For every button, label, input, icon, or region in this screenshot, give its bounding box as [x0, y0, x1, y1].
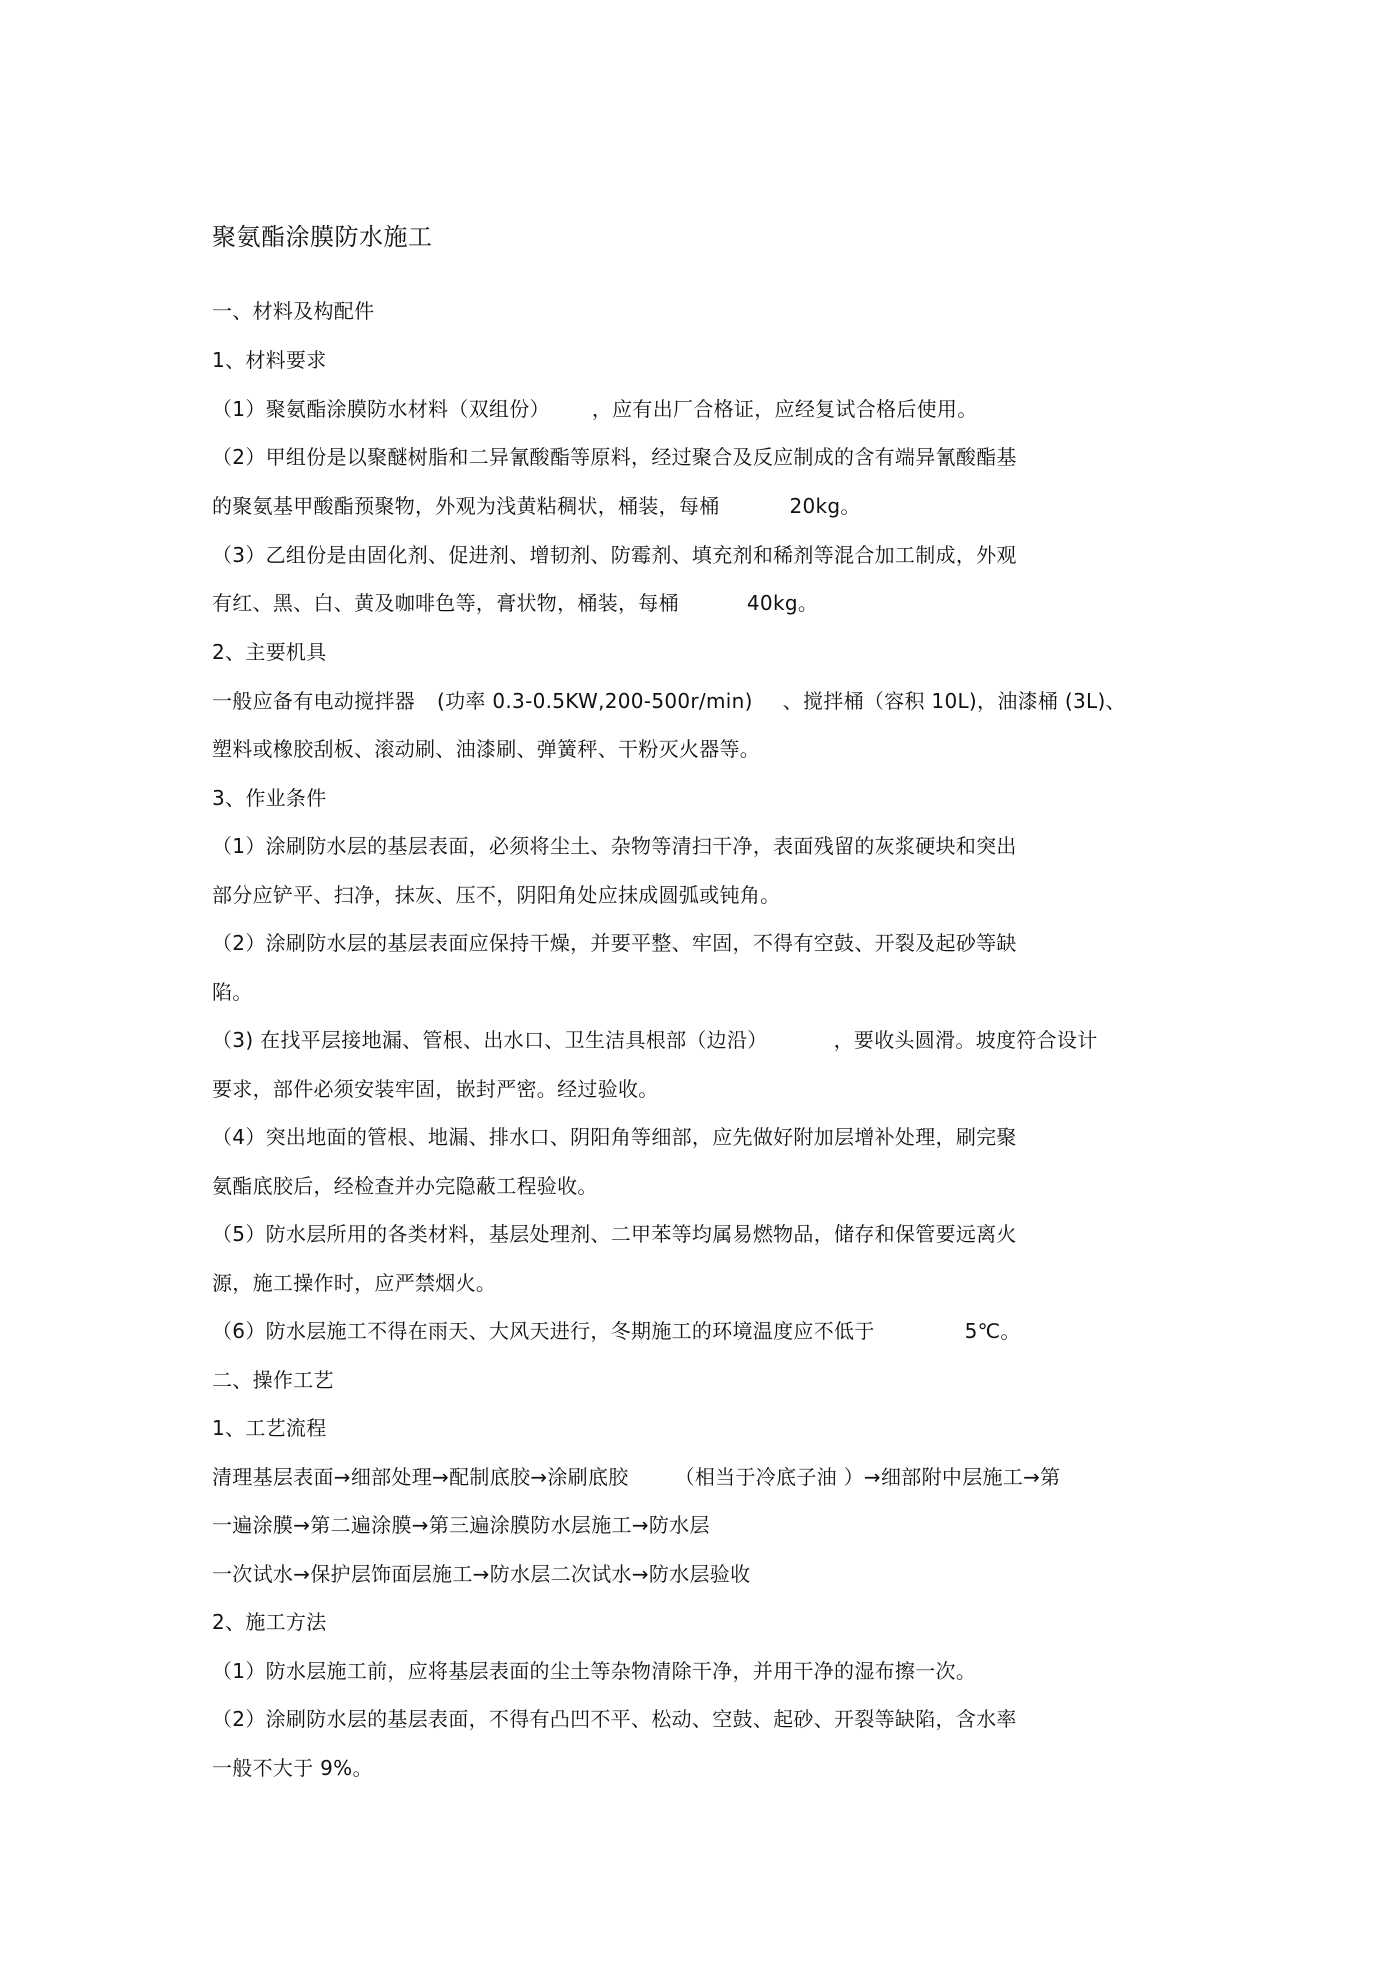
paragraph-line: 陷。 [212, 980, 253, 1004]
text-segment: 有红、黑、白、黄及咖啡色等，膏状物，桶装，每桶 [212, 591, 679, 615]
section-heading-materials: 一、材料及构配件 [212, 299, 375, 323]
text-segment: 5℃。 [964, 1319, 1021, 1343]
paragraph-line [212, 589, 818, 617]
paragraph-line: 一遍涂膜→第二遍涂膜→第三遍涂膜防水层施工→防水层 [212, 1513, 710, 1537]
subheading-work-conditions: 3、作业条件 [212, 786, 327, 810]
subheading-construction-method: 2、施工方法 [212, 1610, 327, 1634]
paragraph-line: 塑料或橡胶刮板、滚动刷、油漆刷、弹簧秤、干粉灭火器等。 [212, 737, 761, 761]
document-title: 聚氨酯涂膜防水施工 [212, 223, 433, 251]
paragraph-line: 要求，部件必须安装牢固，嵌封严密。经过验收。 [212, 1077, 659, 1101]
paragraph-line: 部分应铲平、扫净，抹灰、压不，阴阳角处应抹成圆弧或钝角。 [212, 883, 781, 907]
text-segment: （3) 在找平层接地漏、管根、出水口、卫生洁具根部（边沿） [212, 1028, 768, 1052]
text-segment: 一般应备有电动搅拌器 [212, 689, 415, 713]
paragraph-line: （2）甲组份是以聚醚树脂和二异氰酸酯等原料，经过聚合及反应制成的含有端异氰酸酯基 [212, 445, 1017, 469]
paragraph-line [212, 395, 978, 423]
paragraph-line: （2）涂刷防水层的基层表面，不得有凸凹不平、松动、空鼓、起砂、开裂等缺陷，含水率 [212, 1707, 1017, 1731]
paragraph-line: （4）突出地面的管根、地漏、排水口、阴阳角等细部，应先做好附加层增补处理，刷完聚 [212, 1125, 1017, 1149]
paragraph-line: （1）防水层施工前，应将基层表面的尘土等杂物清除干净，并用干净的湿布擦一次。 [212, 1659, 977, 1683]
paragraph-line [212, 1463, 1060, 1491]
paragraph-line [212, 1317, 1021, 1345]
paragraph-line: 源，施工操作时，应严禁烟火。 [212, 1271, 497, 1295]
text-segment: 20kg。 [789, 494, 861, 518]
subheading-material-requirements: 1、材料要求 [212, 348, 327, 372]
text-segment: ，要收头圆滑。坡度符合设计 [833, 1028, 1098, 1052]
paragraph-line [212, 1026, 1098, 1054]
text-segment: （6）防水层施工不得在雨天、大风天进行，冬期施工的环境温度应不低于 [212, 1319, 875, 1343]
paragraph-line: 氨酯底胶后，经检查并办完隐蔽工程验收。 [212, 1174, 598, 1198]
text-segment: （1）聚氨酯涂膜防水材料（双组份） [212, 397, 550, 421]
paragraph-line: （5）防水层所用的各类材料，基层处理剂、二甲苯等均属易燃物品，储存和保管要远离火 [212, 1222, 1017, 1246]
subheading-process-flow: 1、工艺流程 [212, 1416, 327, 1440]
paragraph-line: （3）乙组份是由固化剂、促进剂、增韧剂、防霉剂、填充剂和稀剂等混合加工制成，外观 [212, 543, 1017, 567]
paragraph-line [212, 492, 861, 520]
paragraph-line: 一次试水→保护层饰面层施工→防水层二次试水→防水层验收 [212, 1562, 751, 1586]
text-segment: (功率 0.3-0.5KW,200-500r/min) [437, 689, 753, 713]
text-segment: 的聚氨基甲酸酯预聚物，外观为浅黄粘稠状，桶装，每桶 [212, 494, 720, 518]
text-segment: 40kg。 [746, 591, 819, 615]
subheading-main-tools: 2、主要机具 [212, 640, 327, 664]
paragraph-line: （1）涂刷防水层的基层表面，必须将尘土、杂物等清扫干净，表面残留的灰浆硬块和突出 [212, 834, 1017, 858]
text-segment: ，应有出厂合格证，应经复试合格后使用。 [591, 397, 978, 421]
text-segment: 清理基层表面→细部处理→配制底胶→涂刷底胶 [212, 1465, 629, 1489]
text-segment: 、搅拌桶（容积 10L)，油漆桶 (3L)、 [782, 689, 1126, 713]
text-segment: （相当于冷底子油 ）→细部附中层施工→第 [674, 1465, 1061, 1489]
paragraph-line: 一般不大于 9%。 [212, 1756, 373, 1780]
paragraph-line: （2）涂刷防水层的基层表面应保持干燥，并要平整、牢固，不得有空鼓、开裂及起砂等缺 [212, 931, 1017, 955]
section-heading-operation-process: 二、操作工艺 [212, 1368, 334, 1392]
paragraph-line [212, 687, 1126, 715]
